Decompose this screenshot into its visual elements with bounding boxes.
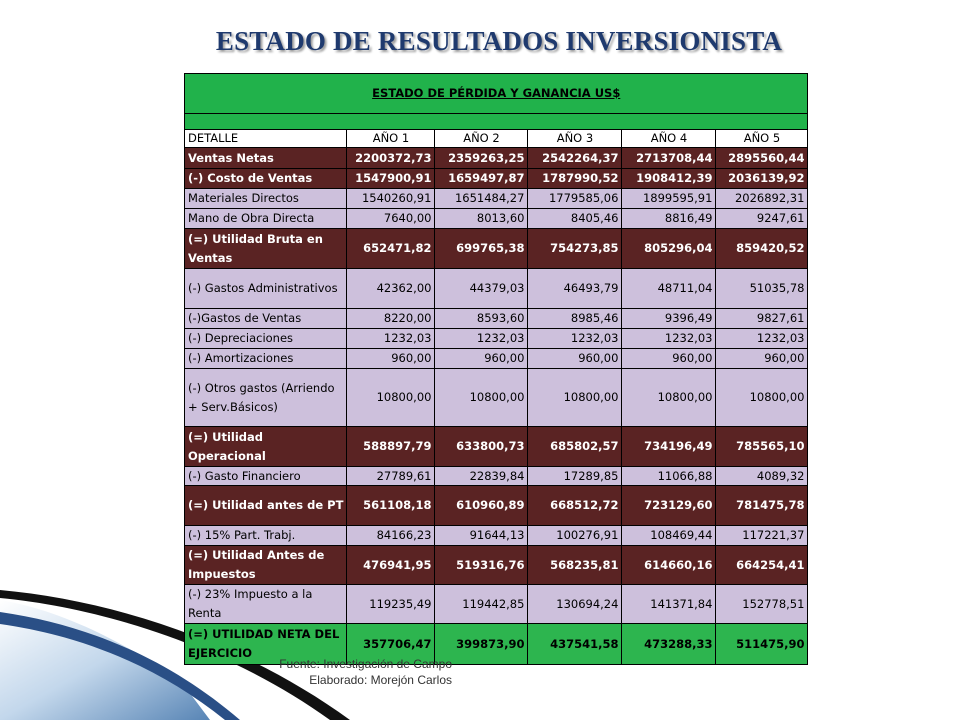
- row-label: Materiales Directos: [185, 189, 347, 209]
- row-value: 859420,52: [716, 229, 808, 269]
- column-header: AÑO 3: [528, 130, 622, 148]
- row-label: Mano de Obra Directa: [185, 209, 347, 229]
- row-value: 130694,24: [528, 585, 622, 624]
- row-label: (-) Amortizaciones: [185, 349, 347, 369]
- row-value: 27789,61: [347, 467, 435, 486]
- row-value: 8013,60: [435, 209, 528, 229]
- table-row: [185, 169, 808, 189]
- row-label: (-) Gastos Administrativos: [185, 269, 347, 309]
- row-value: 42362,00: [347, 269, 435, 309]
- row-value: 7640,00: [347, 209, 435, 229]
- row-value: 9827,61: [716, 309, 808, 329]
- row-value: 2026892,31: [716, 189, 808, 209]
- table-row: [185, 148, 808, 169]
- row-value: 1232,03: [435, 329, 528, 349]
- row-value: 2713708,44: [622, 148, 716, 169]
- row-value: 10800,00: [528, 369, 622, 427]
- row-value: 357706,47: [347, 624, 435, 665]
- row-label: (-) Gasto Financiero: [185, 467, 347, 486]
- row-value: 9247,61: [716, 209, 808, 229]
- row-value: 1779585,06: [528, 189, 622, 209]
- row-value: 100276,91: [528, 526, 622, 546]
- row-label: (=) Utilidad antes de PT: [185, 486, 347, 526]
- row-value: 1787990,52: [528, 169, 622, 189]
- row-value: 10800,00: [622, 369, 716, 427]
- row-value: 117221,37: [716, 526, 808, 546]
- row-label: (-) Costo de Ventas: [185, 169, 347, 189]
- row-value: 399873,90: [435, 624, 528, 665]
- row-label: (-) 15% Part. Trabj.: [185, 526, 347, 546]
- row-value: 1232,03: [622, 329, 716, 349]
- row-label: (-) Depreciaciones: [185, 329, 347, 349]
- row-label: (-)Gastos de Ventas: [185, 309, 347, 329]
- row-value: 1899595,91: [622, 189, 716, 209]
- row-value: 1547900,91: [347, 169, 435, 189]
- table-row: [185, 189, 808, 209]
- row-value: 44379,03: [435, 269, 528, 309]
- table-row: [185, 209, 808, 229]
- row-value: 22839,84: [435, 467, 528, 486]
- row-value: 8593,60: [435, 309, 528, 329]
- column-header: AÑO 5: [716, 130, 808, 148]
- table-row: [185, 546, 808, 585]
- source-line: Fuente: Investigación de Campo: [279, 657, 452, 671]
- row-label: (=) Utilidad Operacional: [185, 427, 347, 467]
- table-row: [185, 427, 808, 467]
- table-row: [185, 486, 808, 526]
- row-value: 960,00: [622, 349, 716, 369]
- table-heading: ESTADO DE PÉRDIDA Y GANANCIA US$: [185, 74, 808, 114]
- table-row: [185, 585, 808, 624]
- row-value: 610960,89: [435, 486, 528, 526]
- row-value: 805296,04: [622, 229, 716, 269]
- row-value: 48711,04: [622, 269, 716, 309]
- row-value: 668512,72: [528, 486, 622, 526]
- row-value: 476941,95: [347, 546, 435, 585]
- row-value: 108469,44: [622, 526, 716, 546]
- table-row: [185, 467, 808, 486]
- row-value: 754273,85: [528, 229, 622, 269]
- page-title: ESTADO DE RESULTADOS INVERSIONISTA: [215, 26, 783, 56]
- row-value: 1540260,91: [347, 189, 435, 209]
- row-value: 960,00: [347, 349, 435, 369]
- row-value: 119235,49: [347, 585, 435, 624]
- row-value: 17289,85: [528, 467, 622, 486]
- row-value: 10800,00: [716, 369, 808, 427]
- row-value: 51035,78: [716, 269, 808, 309]
- column-header-row: [185, 130, 808, 148]
- column-header: AÑO 4: [622, 130, 716, 148]
- row-value: 8985,46: [528, 309, 622, 329]
- table-blank-band: [185, 114, 808, 130]
- table-row: [185, 329, 808, 349]
- row-value: 685802,57: [528, 427, 622, 467]
- row-value: 10800,00: [347, 369, 435, 427]
- column-header: DETALLE: [185, 130, 347, 148]
- row-value: 723129,60: [622, 486, 716, 526]
- row-label: (=) Utilidad Bruta en Ventas: [185, 229, 347, 269]
- row-value: 781475,78: [716, 486, 808, 526]
- row-label: Ventas Netas: [185, 148, 347, 169]
- row-value: 1651484,27: [435, 189, 528, 209]
- row-value: 8405,46: [528, 209, 622, 229]
- row-label: (=) UTILIDAD NETA DEL EJERCICIO: [185, 624, 347, 665]
- row-value: 119442,85: [435, 585, 528, 624]
- row-value: 633800,73: [435, 427, 528, 467]
- row-value: 2895560,44: [716, 148, 808, 169]
- row-value: 568235,81: [528, 546, 622, 585]
- row-value: 664254,41: [716, 546, 808, 585]
- row-value: 473288,33: [622, 624, 716, 665]
- row-value: 9396,49: [622, 309, 716, 329]
- row-value: 511475,90: [716, 624, 808, 665]
- row-value: 734196,49: [622, 427, 716, 467]
- row-value: 699765,38: [435, 229, 528, 269]
- table-row: [185, 309, 808, 329]
- row-label: (-) Otros gastos (Arriendo + Serv.Básicos): [185, 369, 347, 427]
- row-value: 437541,58: [528, 624, 622, 665]
- table-row: [185, 526, 808, 546]
- row-value: 2200372,73: [347, 148, 435, 169]
- row-value: 652471,82: [347, 229, 435, 269]
- row-value: 2036139,92: [716, 169, 808, 189]
- row-value: 1908412,39: [622, 169, 716, 189]
- row-value: 1232,03: [716, 329, 808, 349]
- author-line: Elaborado: Morejón Carlos: [309, 673, 452, 687]
- table-row: [185, 269, 808, 309]
- row-value: 785565,10: [716, 427, 808, 467]
- row-value: 561108,18: [347, 486, 435, 526]
- row-value: 10800,00: [435, 369, 528, 427]
- row-value: 91644,13: [435, 526, 528, 546]
- row-value: 1232,03: [528, 329, 622, 349]
- column-header: AÑO 1: [347, 130, 435, 148]
- row-value: 11066,88: [622, 467, 716, 486]
- source-note: [230, 656, 452, 688]
- column-header: AÑO 2: [435, 130, 528, 148]
- row-value: 8220,00: [347, 309, 435, 329]
- table-row: [185, 369, 808, 427]
- row-value: 8816,49: [622, 209, 716, 229]
- row-value: 960,00: [528, 349, 622, 369]
- row-value: 960,00: [435, 349, 528, 369]
- row-value: 614660,16: [622, 546, 716, 585]
- row-value: 2542264,37: [528, 148, 622, 169]
- row-value: 1232,03: [347, 329, 435, 349]
- row-value: 588897,79: [347, 427, 435, 467]
- row-value: 152778,51: [716, 585, 808, 624]
- table-row: [185, 229, 808, 269]
- row-value: 141371,84: [622, 585, 716, 624]
- row-value: 1659497,87: [435, 169, 528, 189]
- row-value: 2359263,25: [435, 148, 528, 169]
- income-statement-table: [184, 73, 808, 665]
- row-value: 46493,79: [528, 269, 622, 309]
- row-value: 4089,32: [716, 467, 808, 486]
- table-row: [185, 349, 808, 369]
- row-label: (=) Utilidad Antes de Impuestos: [185, 546, 347, 585]
- row-label: (-) 23% Impuesto a la Renta: [185, 585, 347, 624]
- row-value: 960,00: [716, 349, 808, 369]
- row-value: 84166,23: [347, 526, 435, 546]
- row-value: 519316,76: [435, 546, 528, 585]
